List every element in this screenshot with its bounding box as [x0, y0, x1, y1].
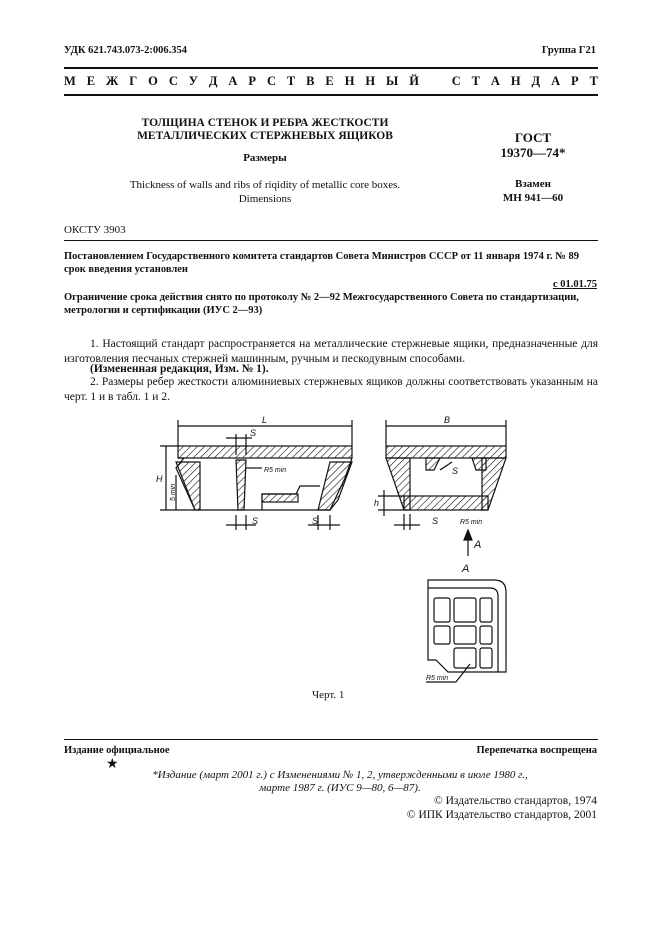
english-title-line-1: Thickness of walls and ribs of riqidity of metallic core boxes. — [129, 179, 401, 191]
banner-letter: М — [64, 74, 76, 88]
label-s-side: S — [432, 516, 439, 526]
banner-letter: В — [306, 74, 315, 88]
reprint-notice: Перепечатка воспрещена — [476, 745, 597, 756]
detail-inner — [428, 588, 498, 672]
label-5min: 5 min — [170, 483, 177, 501]
detail-cell — [454, 598, 476, 622]
banner-letter: Т — [286, 74, 296, 88]
banner-letter: Н — [365, 74, 376, 88]
label-h: H — [156, 474, 163, 484]
footer-rule — [64, 739, 598, 740]
detail-cell — [480, 648, 492, 668]
udk-code: УДК 621.743.073-2:006.354 — [64, 45, 187, 56]
label-h-small: h — [374, 498, 380, 508]
banner-letter: Ы — [386, 74, 399, 88]
banner-letter: Д — [208, 74, 218, 88]
detail-view-a — [426, 580, 506, 682]
banner-letter: С — [168, 74, 178, 88]
detail-cell — [480, 626, 492, 644]
banner-letter: Н — [510, 74, 521, 88]
label-s-right: S — [312, 516, 319, 526]
side-bottom — [404, 496, 488, 510]
right-wall — [318, 462, 352, 510]
banner-letter: А — [490, 74, 500, 88]
resolution-text: Постановлением Государственного комитета стандартов Совета Министров СССР от 11 января 1974 г. № 89 срок введения установлен — [64, 251, 579, 275]
side-flange — [386, 446, 506, 458]
detail-cell — [454, 626, 476, 644]
banner-letter: А — [228, 74, 238, 88]
side-view — [378, 420, 506, 556]
leader-r5 — [456, 664, 470, 682]
top-flange — [178, 446, 352, 458]
banner-letter: Р — [571, 74, 579, 88]
document-subtitle: Размеры — [243, 152, 287, 164]
figure-caption: Черт. 1 — [312, 689, 345, 701]
edition-line-1: *Издание (март 2001 г.) с Изменениями № 1, 2, утвержденными в июле 1980 г., — [152, 769, 528, 781]
gost-number: 19370—74* — [500, 145, 566, 160]
group-code: Группа Г21 — [541, 45, 596, 56]
view-arrow-head — [464, 530, 472, 540]
edition-note — [150, 769, 530, 795]
banner-letter: Й — [409, 74, 419, 88]
detail-cell — [480, 598, 492, 622]
label-b: B — [444, 415, 451, 425]
detail-cell — [434, 598, 450, 622]
banner-letter: Т — [471, 74, 480, 88]
official-edition: Издание официальное — [64, 745, 170, 756]
label-r5-detail: R5 min — [426, 675, 449, 682]
banner-letter: Г — [129, 74, 138, 88]
edition-line-2: марте 1987 г. (ИУС 9—80, 6—87). — [259, 782, 421, 794]
rib — [236, 460, 246, 510]
detail-cell — [454, 648, 476, 668]
paragraph-1: 1. Настоящий стандарт распространяется на металлические стержневые ящики, предназначенные для изготовления песчаных стержней машинным, ручным и пескодувным способами. — [64, 338, 598, 365]
star-icon: ★ — [106, 757, 119, 772]
banner-letter: Н — [344, 74, 355, 88]
leader-s — [440, 462, 452, 470]
banner-letter: О — [148, 74, 158, 88]
label-r5-side: R5 min — [460, 519, 483, 526]
banner-letter: Е — [86, 74, 96, 88]
label-s-inner: S — [452, 466, 459, 476]
replaces-value: МН 941—60 — [502, 192, 564, 204]
banner-letter: У — [188, 74, 198, 88]
copyright-2001: © ИПК Издательство стандартов, 2001 — [406, 809, 597, 821]
banner-letter: А — [551, 74, 561, 88]
label-s1: S — [250, 428, 257, 438]
step-hatch — [262, 494, 298, 502]
banner-letter: Е — [325, 74, 334, 88]
banner-letter: Д — [531, 74, 541, 88]
banner-letter: С — [451, 74, 461, 88]
replaces-label: Взамен — [515, 178, 551, 190]
label-r5-front: R5 min — [264, 467, 287, 474]
title-line-2: МЕТАЛЛИЧЕСКИХ СТЕРЖНЕВЫХ ЯЩИКОВ — [137, 130, 393, 142]
banner-letter: Р — [248, 74, 257, 88]
detail-cell — [434, 626, 450, 644]
label-view-a-arrow: A — [474, 539, 482, 551]
side-inner-right — [472, 458, 486, 470]
english-title-line-2: Dimensions — [238, 193, 292, 205]
copyright-1974: © Издательство стандартов, 1974 — [433, 795, 597, 807]
paragraph-2: 2. Размеры ребер жесткости алюминиевых стержневых ящиков должны соответствовать указанным на черт. 1 и в табл. 1 и 2. — [64, 376, 598, 403]
banner-letter: Ж — [106, 74, 119, 88]
okstu-code: ОКСТУ 3903 — [64, 224, 126, 236]
paragraph-1-note: (Измененная редакция, Изм. № 1). — [90, 363, 269, 375]
gost-label: ГОСТ — [514, 130, 552, 145]
side-inner-left — [426, 458, 440, 470]
label-s-left: S — [252, 516, 259, 526]
label-l: L — [262, 415, 268, 425]
label-view-a-title: A — [462, 563, 470, 575]
title-line-1: ТОЛЩИНА СТЕНОК И РЕБРА ЖЕСТКОСТИ — [141, 117, 389, 129]
banner-letter: Т — [589, 74, 598, 88]
limitation-text: Ограничение срока действия снято по протоколу № 2—92 Межгосударственного Совета по стандартизации, метрологии и сертификации (ИУС 2—93) — [64, 292, 579, 316]
introduction-date: с 01.01.75 — [552, 279, 597, 290]
left-wall — [176, 462, 200, 510]
banner-letter: С — [266, 74, 276, 88]
